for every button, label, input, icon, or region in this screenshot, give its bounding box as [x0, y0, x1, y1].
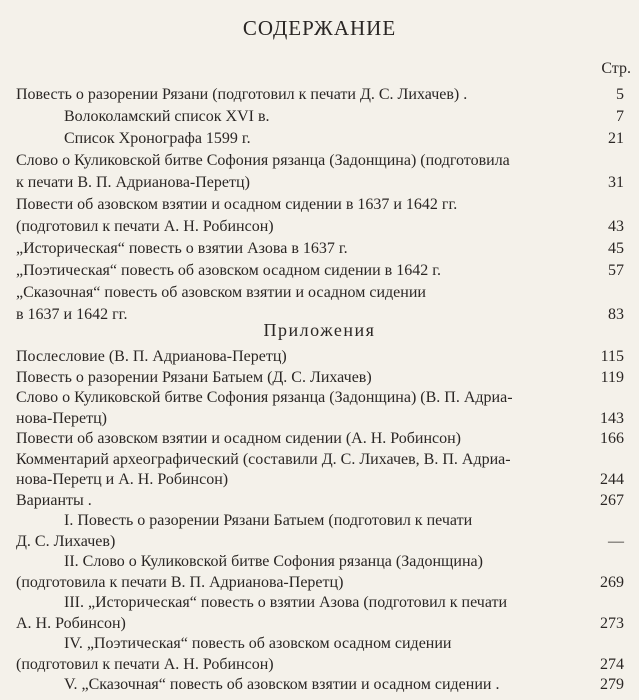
toc-entry	[64, 674, 624, 696]
toc-entry	[16, 613, 624, 635]
appendix-title: Приложения	[263, 320, 376, 340]
toc-entry-title: (подготовил к печати А. Н. Робинсон)	[16, 655, 274, 673]
toc-entry-page: 43	[608, 218, 624, 235]
toc-entry	[16, 408, 624, 430]
toc-entry-title: Варианты .	[16, 491, 92, 509]
toc-entry	[16, 531, 624, 553]
toc-entry-title: Послесловие (В. П. Адрианова-Перетц)	[16, 348, 287, 365]
toc-entry-title: в 1637 и 1642 гг.	[16, 306, 128, 323]
toc-entry-title: А. Н. Робинсон)	[16, 614, 126, 632]
toc-entry-page: 143	[600, 409, 624, 427]
toc-entry-title: IV. „Поэтическая“ повесть об азовском осадном сидении	[64, 635, 452, 652]
toc-entry-page: 45	[608, 240, 624, 257]
toc-entry-title: III. „Историческая“ повесть о взятии Азова (подготовил к печати	[64, 594, 508, 611]
toc-entry	[64, 592, 624, 614]
toc-entry-page: 31	[608, 174, 624, 191]
toc-entry	[16, 216, 624, 238]
toc-entry-title: Повесть о разорении Рязани Батыем (Д. С. Лихачев)	[16, 368, 372, 386]
toc-entry-page: 7	[616, 108, 624, 125]
toc-entry-page: 273	[600, 614, 624, 632]
toc-entry-page: 269	[600, 573, 624, 591]
toc-entry	[16, 428, 624, 450]
toc-entry-page: 244	[600, 471, 624, 488]
toc-entry-page: 274	[600, 655, 624, 673]
toc-entry-page: 279	[600, 676, 624, 693]
toc-entry	[64, 106, 624, 128]
toc-entry	[64, 633, 624, 655]
toc-entry	[16, 490, 624, 512]
toc-entry	[16, 194, 624, 216]
toc-entry	[16, 654, 624, 676]
toc-entry-title: Д. С. Лихачев)	[16, 532, 116, 550]
toc-entry-page: 166	[600, 430, 624, 447]
toc-entry-title: I. Повесть о разорении Рязани Батыем (подготовил к печати	[64, 512, 473, 529]
toc-entry	[64, 128, 624, 150]
toc-entry	[64, 510, 624, 532]
toc-entry	[64, 551, 624, 573]
toc-entry	[16, 367, 624, 389]
toc-entry	[16, 150, 624, 172]
toc-entry	[16, 469, 624, 491]
toc-entry-page: 119	[600, 368, 624, 386]
toc-entry-page: 57	[608, 262, 624, 279]
toc-entry-page: 21	[608, 130, 624, 147]
toc-entry-page: —	[608, 532, 624, 550]
toc-entry-page: 267	[600, 491, 624, 509]
toc-entry-title: „Поэтическая“ повесть об азовском осадном сидении в 1642 г.	[16, 262, 441, 279]
toc-entry	[16, 260, 624, 282]
toc-entry-title: к печати В. П. Адрианова-Перетц)	[16, 174, 250, 191]
toc-entry-title: „Историческая“ повесть о взятии Азова в 1637 г.	[16, 240, 348, 257]
toc-entry	[16, 238, 624, 260]
toc-entry-page: 5	[616, 86, 624, 103]
toc-entry-title: Слово о Куликовской битве Софония рязанца (Задонщина) (В. П. Адриа-	[16, 389, 513, 406]
toc-entry-title: Волоколамский список XVI в.	[64, 108, 270, 125]
toc-entry	[16, 387, 624, 409]
toc-entry	[16, 282, 624, 304]
toc-entry-title: (подготовила к печати В. П. Адрианова-Перетц)	[16, 573, 344, 591]
toc-entry	[16, 572, 624, 594]
toc-entry-title: Список Хронографа 1599 г.	[64, 130, 251, 147]
toc-entry-page: 115	[600, 348, 624, 365]
toc-entry-title: Повести об азовском взятии и осадном сидении (А. Н. Робинсон)	[16, 430, 462, 447]
toc-entry-title: Комментарий археографический (составили Д. С. Лихачев, В. П. Адриа-	[16, 450, 511, 468]
toc-entry	[16, 346, 624, 368]
toc-entry-title: (подготовил к печати А. Н. Робинсон)	[16, 218, 274, 235]
toc-entry	[16, 172, 624, 194]
toc-entry	[16, 449, 624, 471]
toc-entry-title: нова-Перетц)	[16, 409, 107, 427]
toc-entry-title: Повести об азовском взятии и осадном сидении в 1637 и 1642 гг.	[16, 196, 458, 213]
toc-entry	[16, 84, 624, 106]
toc-entry-title: „Сказочная“ повесть об азовском взятии и осадном сидении	[16, 284, 426, 301]
toc-entry-page: 83	[608, 306, 624, 323]
page-title: СОДЕРЖАНИЕ	[242, 16, 397, 40]
toc-entry-title: II. Слово о Куликовской битве Софония рязанца (Задонщина)	[64, 553, 483, 570]
toc-entry-title: Повесть о разорении Рязани (подготовил к печати Д. С. Лихачев) .	[16, 86, 468, 103]
page-column-label: Стр.	[601, 60, 631, 77]
toc-entry-title: Слово о Куликовской битве Софония рязанца (Задонщина) (подготовила	[16, 152, 510, 169]
toc-entry-title: нова-Перетц и А. Н. Робинсон)	[16, 471, 229, 488]
toc-entry-title: V. „Сказочная“ повесть об азовском взятии и осадном сидении .	[64, 676, 500, 693]
